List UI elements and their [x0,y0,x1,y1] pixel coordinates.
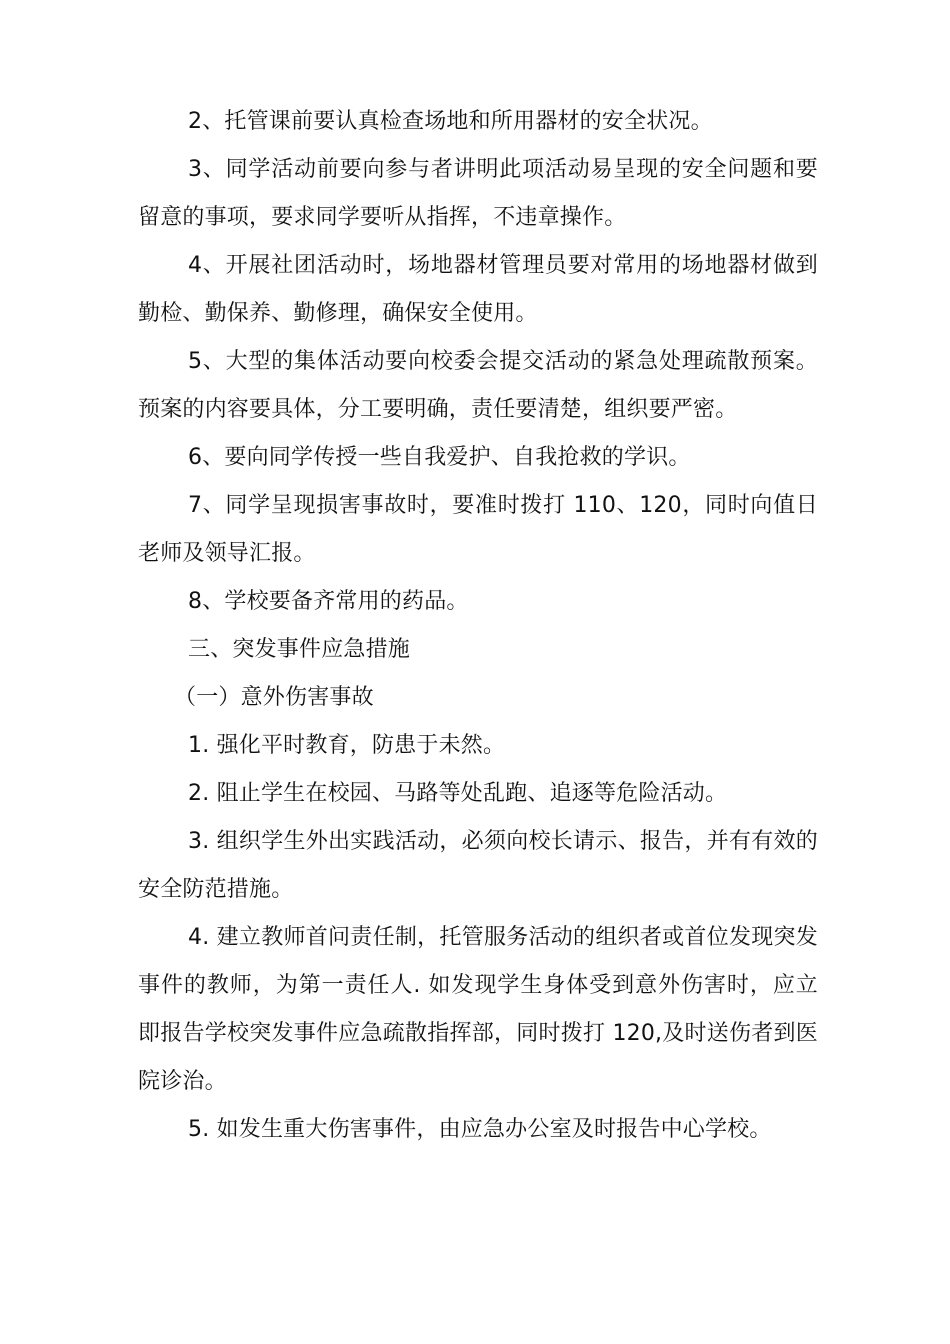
measure-item-5: 5. 如发生重大伤害事件，由应急办公室及时报告中心学校。 [188,1117,772,1142]
section-heading: 三、突发事件应急措施 [188,637,411,662]
measure-item-1: 1. 强化平时教育，防患于未然。 [188,733,506,758]
measure-item-3: 3. 组织学生外出实践活动，必须向校长请示、报告，并有有效的安全防范措施。 [138,829,818,902]
paragraph-item-7: 7、同学呈现损害事故时，要准时拨打 110、120，同时向值日老师及领导汇报。 [138,493,818,566]
paragraph-item-4: 4、开展社团活动时，场地器材管理员要对常用的场地器材做到勤检、勤保养、勤修理，确保安全使用。 [138,253,818,326]
paragraph-item-6: 6、要向同学传授一些自我爱护、自我抢救的学识。 [188,445,691,470]
paragraph-item-5: 5、大型的集体活动要向校委会提交活动的紧急处理疏散预案。预案的内容要具体，分工要明确，责任要清楚，组织要严密。 [138,349,818,422]
document-body [138,98,818,1154]
measure-item-2: 2. 阻止学生在校园、马路等处乱跑、追逐等危险活动。 [188,781,728,806]
measure-item-4: 4. 建立教师首问责任制，托管服务活动的组织者或首位发现突发事件的教师，为第一责任人. 如发现学生身体受到意外伤害时，应立即报告学校突发事件应急疏散指挥部，同时拨打 120,及时送伤者到医院诊治。 [138,925,818,1094]
paragraph-item-2: 2、托管课前要认真检查场地和所用器材的安全状况。 [188,109,713,134]
paragraph-item-3: 3、同学活动前要向参与者讲明此项活动易呈现的安全问题和要留意的事项，要求同学要听从指挥，不违章操作。 [138,157,818,230]
subsection-heading: （一）意外伤害事故 [174,685,374,710]
paragraph-item-8: 8、学校要备齐常用的药品。 [188,589,469,614]
